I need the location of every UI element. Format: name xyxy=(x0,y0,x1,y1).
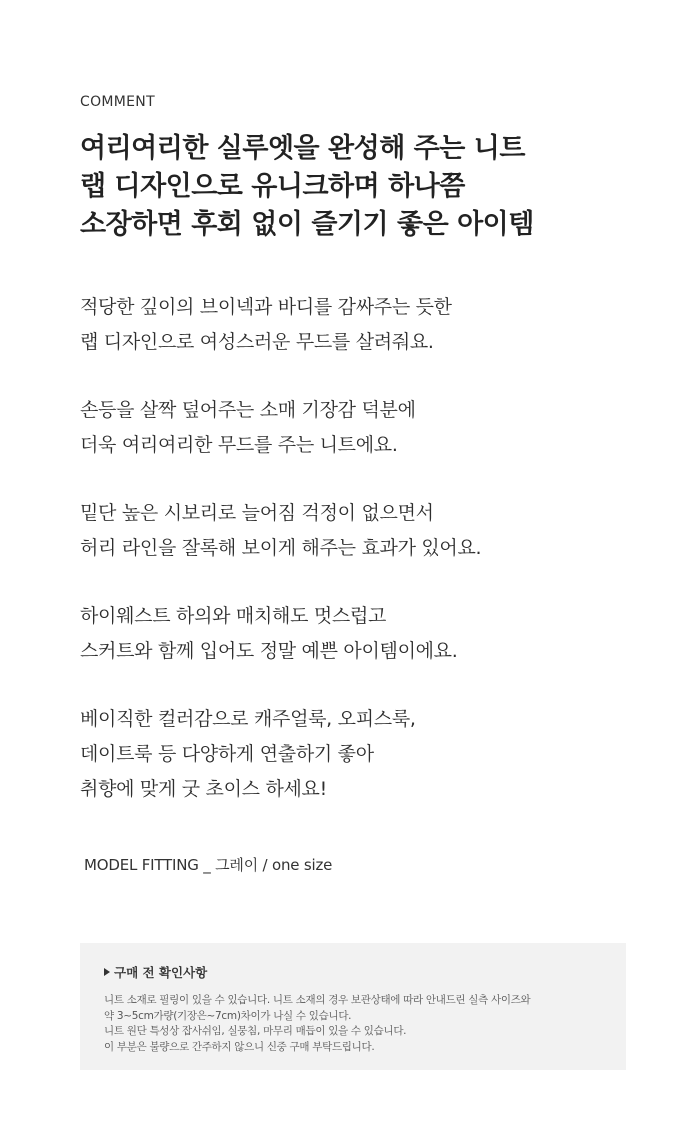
paragraph-line: 손등을 살짝 덮어주는 소매 기장감 덕분에 xyxy=(80,399,416,421)
notice-line: 약 3~5cm가량(기장은~7cm)차이가 나실 수 있습니다. xyxy=(104,1009,352,1022)
paragraph-line: 허리 라인을 잘록해 보이게 해주는 효과가 있어요. xyxy=(80,537,482,559)
paragraph-line: 랩 디자인으로 여성스러운 무드를 살려줘요. xyxy=(80,331,434,353)
section-label: COMMENT xyxy=(80,94,155,110)
paragraph xyxy=(80,290,640,360)
notice-title xyxy=(104,963,602,981)
paragraph-line: 적당한 깊이의 브이넥과 바디를 감싸주는 듯한 xyxy=(80,296,452,318)
headline-line: 랩 디자인으로 유니크하며 하나쯤 xyxy=(80,171,465,202)
paragraph xyxy=(80,702,640,807)
notice-line: 니트 소재로 필링이 있을 수 있습니다. 니트 소재의 경우 보관상태에 따라 안내드린 실측 사이즈와 xyxy=(104,994,531,1006)
notice-title-text: 구매 전 확인사항 xyxy=(114,965,208,980)
notice-line: 이 부분은 불량으로 간주하지 않으니 신중 구매 부탁드립니다. xyxy=(104,1040,375,1053)
notice-body xyxy=(104,993,602,1055)
headline-line: 여리여리한 실루엣을 완성해 주는 니트 xyxy=(80,133,525,164)
paragraph xyxy=(80,599,640,669)
paragraph-line: 취향에 맞게 굿 초이스 하세요! xyxy=(80,778,327,800)
paragraph-line: 스커트와 함께 입어도 정말 예쁜 아이템이에요. xyxy=(80,640,458,662)
purchase-notice xyxy=(80,943,626,1070)
headline xyxy=(80,130,534,244)
description xyxy=(80,290,640,840)
headline-line: 소장하면 후회 없이 즐기기 좋은 아이템 xyxy=(80,209,534,240)
paragraph xyxy=(80,393,640,463)
paragraph-line: 밑단 높은 시보리로 늘어짐 걱정이 없으면서 xyxy=(80,502,434,524)
notice-line: 니트 원단 특성상 잡사쉬임, 실뭉침, 마무리 매듭이 있을 수 있습니다. xyxy=(104,1025,407,1037)
paragraph-line: 더욱 여리여리한 무드를 주는 니트에요. xyxy=(80,434,398,456)
paragraph-line: 하이웨스트 하의와 매치해도 멋스럽고 xyxy=(80,605,387,627)
paragraph-line: 베이직한 컬러감으로 캐주얼룩, 오피스룩, xyxy=(80,708,416,730)
triangle-right-icon xyxy=(104,968,110,976)
paragraph xyxy=(80,496,640,566)
model-fitting: MODEL FITTING _ 그레이 / one size xyxy=(84,856,333,874)
paragraph-line: 데이트룩 등 다양하게 연출하기 좋아 xyxy=(80,743,374,765)
